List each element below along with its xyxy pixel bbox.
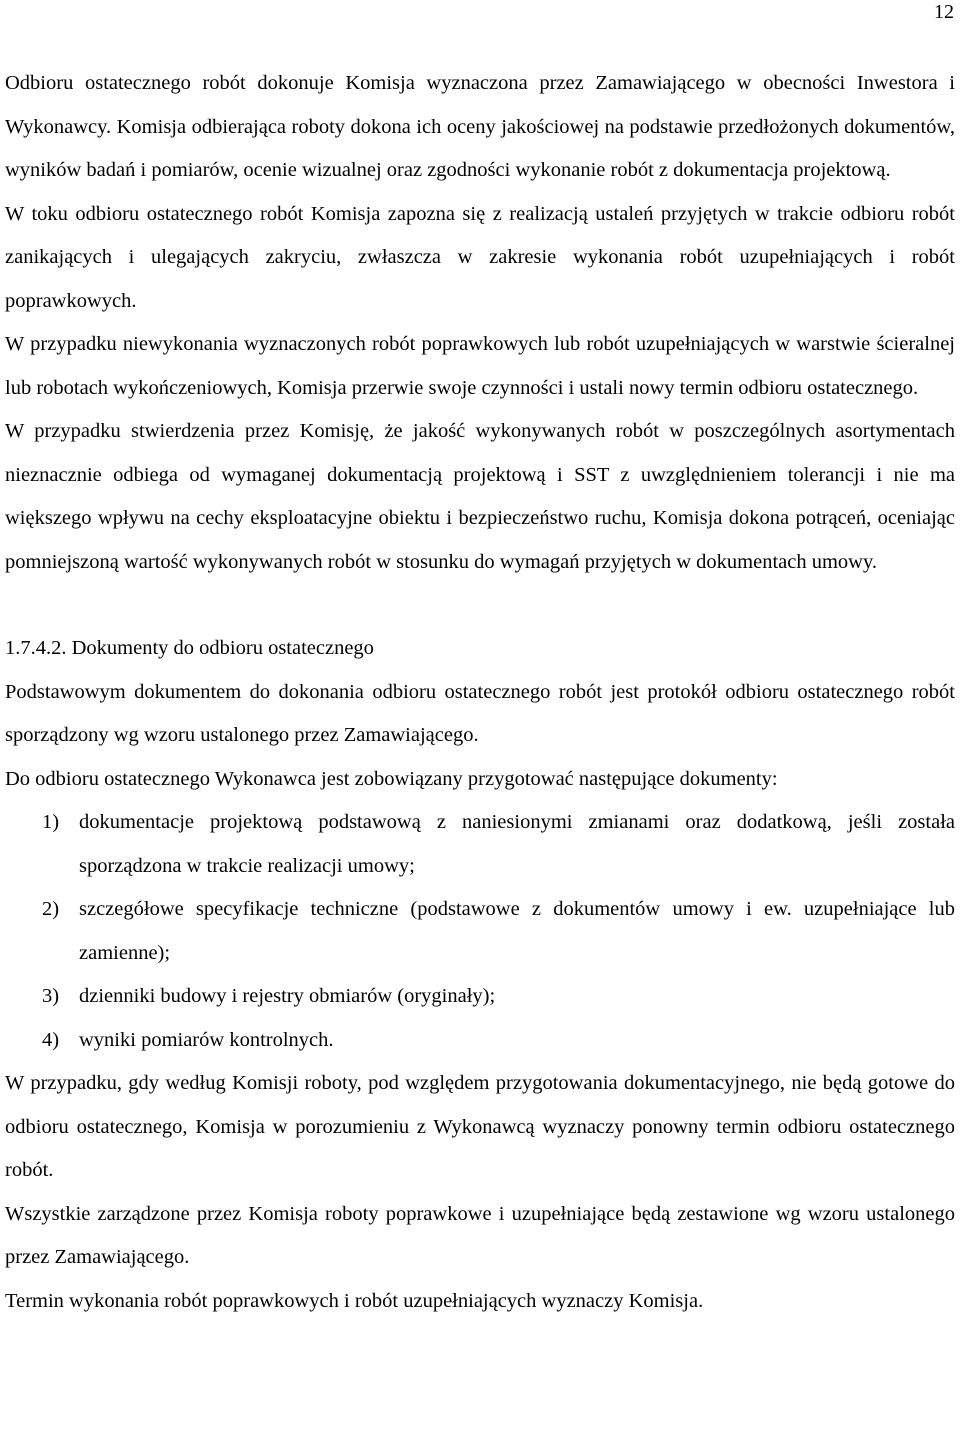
document-body — [5, 62, 955, 1323]
paragraph: Termin wykonania robót poprawkowych i robót uzupełniających wyznaczy Komisja. — [5, 1289, 704, 1312]
list-item — [5, 801, 955, 888]
list-item — [5, 1019, 955, 1063]
paragraph: W toku odbioru ostatecznego robót Komisja zapozna się z realizacją ustaleń przyjętych w trakcie odbioru robót zanikających i ulegających zakryciu, zwłaszcza w zakresie wykonania robót uzupełniających i robót poprawkowych. — [5, 202, 955, 312]
document-list — [5, 801, 955, 1062]
paragraph: W przypadku niewykonania wyznaczonych robót poprawkowych lub robót uzupełniających w warstwie ścieralnej lub robotach wykończeniowych, Komisja przerwie swoje czynności i ustali nowy termin odbioru ostatecznego. — [5, 333, 955, 399]
list-number: 2) — [42, 898, 60, 920]
section-heading: 1.7.4.2. Dokumenty do odbioru ostatecznego — [5, 637, 374, 659]
list-text: wyniki pomiarów kontrolnych. — [79, 1028, 334, 1051]
list-text: dokumentacje projektową podstawową z naniesionymi zmianami oraz dodatkową, jeśli została sporządzona w trakcie realizacji umowy; — [79, 811, 955, 877]
list-item — [5, 888, 955, 975]
paragraph: Podstawowym dokumentem do dokonania odbioru ostatecznego robót jest protokół odbioru ostatecznego robót sporządzony wg wzoru ustalonego przez Zamawiającego. — [5, 680, 955, 746]
paragraph: W przypadku, gdy według Komisji roboty, pod względem przygotowania dokumentacyjnego, nie będą gotowe do odbioru ostatecznego, Komisja w porozumieniu z Wykonawcą wyznaczy ponowny termin odbioru ostatecznego robót. — [5, 1072, 955, 1181]
list-item — [5, 975, 955, 1019]
list-number: 1) — [42, 811, 60, 833]
paragraph: Wszystkie zarządzone przez Komisja roboty poprawkowe i uzupełniające będą zestawione wg wzoru ustalonego przez Zamawiającego. — [5, 1202, 955, 1268]
page-number: 12 — [934, 1, 954, 23]
list-text: dzienniki budowy i rejestry obmiarów (oryginały); — [79, 985, 496, 1007]
paragraph: W przypadku stwierdzenia przez Komisję, że jakość wykonywanych robót w poszczególnych asortymentach nieznacznie odbiega od wymaganej dokumentacją projektową i SST z uwzględnieniem tolerancji i nie ma większego wpływu na cechy eksploatacyjne obiektu i bezpieczeństwo ruchu, Komisja dokona potrąceń, oceniając pomniejszoną wartość wykonywanych robót w stosunku do wymagań przyjętych w dokumentach umowy. — [5, 420, 955, 573]
list-text: szczegółowe specyfikacje techniczne (podstawowe z dokumentów umowy i ew. uzupełniające lub zamienne); — [79, 898, 955, 964]
list-number: 4) — [42, 1028, 60, 1051]
spacer — [5, 584, 955, 627]
paragraph: Odbioru ostatecznego robót dokonuje Komisja wyznaczona przez Zamawiającego w obecności Inwestora i Wykonawcy. Komisja odbierająca roboty dokona ich oceny jakościowej na podstawie przedłożonych dokumentów, wyników badań i pomiarów, ocenie wizualnej oraz zgodności wykonanie robót z dokumentacja projektową. — [5, 72, 955, 181]
list-number: 3) — [42, 985, 60, 1007]
paragraph: Do odbioru ostatecznego Wykonawca jest zobowiązany przygotować następujące dokumenty: — [5, 767, 778, 790]
